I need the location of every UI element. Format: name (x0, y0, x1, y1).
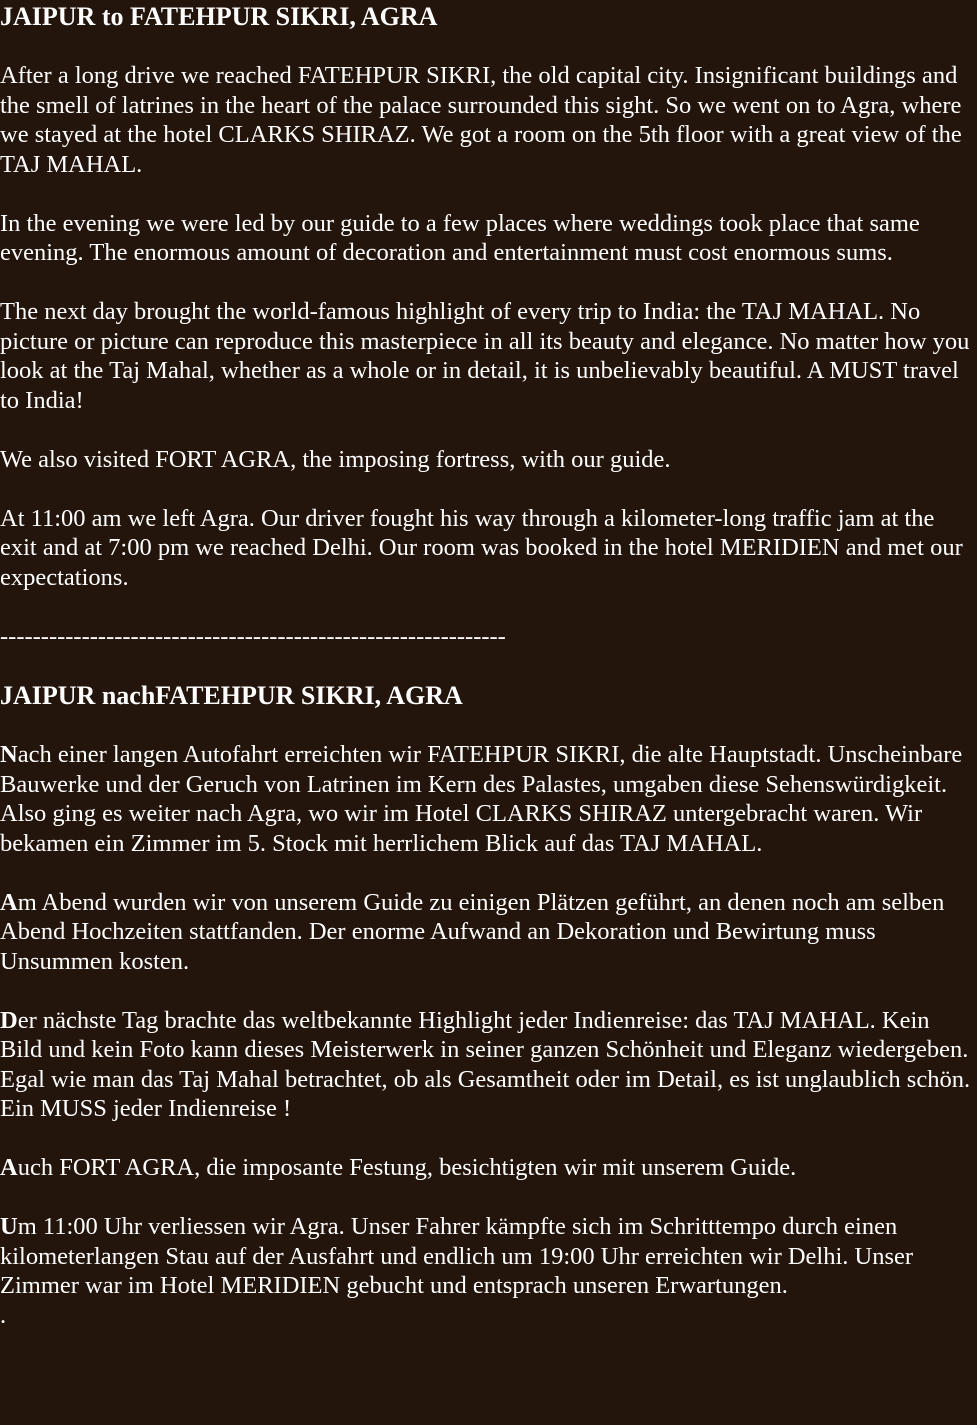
german-paragraph-4 (0, 1153, 977, 1183)
german-paragraph-5 (0, 1212, 977, 1301)
english-section (0, 2, 977, 592)
german-section (0, 681, 977, 1330)
english-paragraph-2: In the evening we were led by our guide to a few places where weddings took place that same evening. The enormous amount of decoration and entertainment must cost enormous sums. (0, 209, 920, 266)
paragraph-text: er nächste Tag brachte das weltbekannte Highlight jeder Indienreise: das TAJ MAHAL. Kein Bild und kein Foto kann dieses Meisterwerk in seiner ganzen Schönheit und Eleganz wiedergeben. Egal wie man das Taj Mahal betrachtet, ob als Gesamtheit oder im Detail, es ist unglaublich schön. Ein MUSS jeder Indienreise ! (0, 1006, 971, 1122)
paragraph-text: ach einer langen Autofahrt erreichten wir FATEHPUR SIKRI, die alte Hauptstadt. Unscheinbare Bauwerke und der Geruch von Latrinen im Kern des Palastes, umgaben diese Sehenswürdigkeit. Also ging es weiter nach Agra, wo wir im Hotel CLARKS SHIRAZ untergebracht waren. Wir bekamen ein Zimmer im 5. Stock mit herrlichem Blick auf das TAJ MAHAL. (0, 741, 963, 857)
paragraph-initial: N (0, 741, 18, 768)
paragraph-initial: U (0, 1213, 18, 1240)
english-paragraph-3: The next day brought the world-famous highlight of every trip to India: the TAJ MAHAL. No picture or picture can reproduce this masterpiece in all its beauty and elegance. No matter how you look at the Taj Mahal, whether as a whole or in detail, it is unbelievably beautiful. A MUST travel to India! (0, 298, 970, 414)
paragraph-text: uch FORT AGRA, die imposante Festung, besichtigten wir mit unserem Guide. (17, 1154, 797, 1181)
english-paragraph-1: After a long drive we reached FATEHPUR SIKRI, the old capital city. Insignificant buildings and the smell of latrines in the heart of the palace surrounded this sight. So we went on to Agra, where we stayed at the hotel CLARKS SHIRAZ. We got a room on the 5th floor with a great view of the TAJ MAHAL. (0, 62, 962, 178)
german-paragraph-3 (0, 1006, 977, 1124)
english-paragraph-4: We also visited FORT AGRA, the imposing fortress, with our guide. (0, 445, 671, 473)
paragraph-initial: D (0, 1006, 18, 1034)
trailing-dot: . (0, 1301, 7, 1329)
paragraph-text: m 11:00 Uhr verliessen wir Agra. Unser Fahrer kämpfte sich im Schritttempo durch einen kilometerlangen Stau auf der Ausfahrt und endlich um 19:00 Uhr erreichten wir Delhi. Unser Zimmer war im Hotel MERIDIEN gebucht und entsprach unseren Erwartungen. (0, 1213, 914, 1299)
german-paragraph-2 (0, 888, 977, 977)
paragraph-initial: A (0, 1154, 18, 1181)
german-title: JAIPUR nachFATEHPUR SIKRI, AGRA (0, 681, 463, 710)
german-paragraph-1 (0, 740, 977, 858)
paragraph-initial: A (0, 888, 18, 916)
section-separator: -------------------------------------------------------------- (0, 622, 506, 650)
english-paragraph-5: At 11:00 am we left Agra. Our driver fought his way through a kilometer-long traffic jam at the exit and at 7:00 pm we reached Delhi. Our room was booked in the hotel MERIDIEN and met our expectations. (0, 504, 963, 591)
english-title: JAIPUR to FATEHPUR SIKRI, AGRA (0, 2, 438, 31)
paragraph-text: m Abend wurden wir von unserem Guide zu einigen Plätzen geführt, an denen noch am selben Abend Hochzeiten stattfanden. Der enorme Aufwand an Dekoration und Bewirtung muss Unsummen kosten. (0, 888, 945, 975)
